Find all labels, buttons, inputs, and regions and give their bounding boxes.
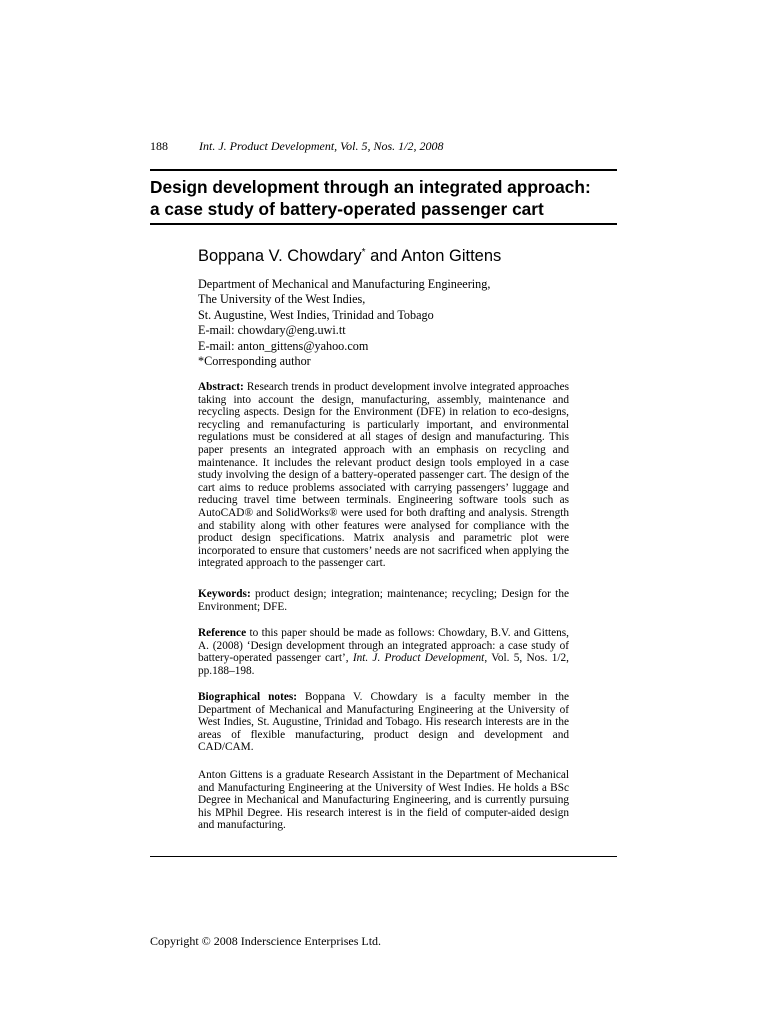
page-number: 188 — [150, 139, 168, 153]
keywords — [198, 588, 569, 613]
reference-journal: Int. J. Product Development — [352, 652, 485, 665]
running-header — [150, 139, 444, 154]
abstract-text: Research trends in product development involve integrated approaches taking into account the design, manufacturing, assembly, maintenance and recycling aspects. Design for the Environment (DFE) in relation to eco-designs, recycling and remanufacturing is particularly important, and environmental regulations must be considered at all stages of design and manufacturing. This paper presents an integrated approach with an emphasis on recycling and maintenance. It includes the relevant product design tools employed in a case study involving the design of a battery-operated passenger cart. The design of the cart aims to reduce problems associated with carrying passengers’ luggage and reducing travel time between terminals. Engineering software tools such as AutoCAD® and SolidWorks® were used for both drafting and analysis. Strength and stability along with other features were analysed for compliance with the product design specifications. Matrix analysis and parametric plot were incorporated to ensure that customers’ needs are not sacrificed when applying the integrated approach to the passenger cart. — [198, 381, 569, 570]
biography-gittens: Anton Gittens is a graduate Research Assistant in the Department of Mechanical and Manufacturing Engineering at the University of West Indies. He holds a BSc Degree in Mechanical and Manufacturing Engineering, and is currently pursuing his MPhil Degree. His research interest is in the field of computer-aided design and manufacturing. — [198, 769, 569, 832]
biographical-notes — [198, 691, 569, 754]
corresponding-mark: * — [361, 247, 366, 258]
biography-label: Biographical notes: — [198, 691, 297, 703]
affiliation-line: St. Augustine, West Indies, Trinidad and Tobago — [198, 307, 434, 322]
author-2: and Anton Gittens — [365, 247, 502, 265]
email-line: E-mail: chowdary@eng.uwi.tt — [198, 323, 346, 338]
author-1: Boppana V. Chowdary — [198, 247, 362, 265]
copyright-notice: Copyright © 2008 Inderscience Enterprises Ltd. — [150, 934, 382, 948]
title-line-1: Design development through an integrated approach: — [150, 177, 591, 197]
keywords-text: product design; integration; maintenance; recycling; Design for the Environment; DFE. — [198, 588, 569, 613]
reference — [198, 627, 569, 677]
abstract — [198, 381, 569, 570]
affiliation-block — [198, 277, 490, 369]
affiliation-line: The University of the West Indies, — [198, 292, 366, 307]
journal-citation: Int. J. Product Development, Vol. 5, Nos. 1/2, 2008 — [199, 139, 444, 153]
abstract-label: Abstract: — [198, 381, 244, 393]
title-line-2: a case study of battery-operated passenger cart — [150, 199, 544, 219]
title-top-rule — [150, 169, 617, 171]
biography-chowdary: Boppana V. Chowdary is a faculty member in the Department of Mechanical and Manufacturing Engineering at the University of West Indies, St. Augustine, Trinidad and Tobago. His research interests are in the areas of flexible manufacturing, product design and development and CAD/CAM. — [198, 691, 569, 754]
keywords-label: Keywords: — [198, 588, 251, 600]
reference-pages: , Vol. 5, Nos. 1/2, pp.188–198. — [198, 652, 569, 677]
author-list — [198, 247, 501, 266]
affiliation-line: Department of Mechanical and Manufacturing Engineering, — [198, 277, 491, 291]
paper-title — [150, 176, 620, 220]
corresponding-author-note: *Corresponding author — [198, 354, 311, 369]
footer-rule — [150, 856, 617, 857]
reference-label: Reference — [198, 627, 247, 639]
email-line: E-mail: anton_gittens@yahoo.com — [198, 338, 369, 353]
title-bottom-rule — [150, 223, 617, 225]
reference-text: to this paper should be made as follows: Chowdary, B.V. and Gittens, A. (2008) ‘Design development through an integrated approach: a case study of battery-operated passenger cart’, — [198, 627, 569, 665]
